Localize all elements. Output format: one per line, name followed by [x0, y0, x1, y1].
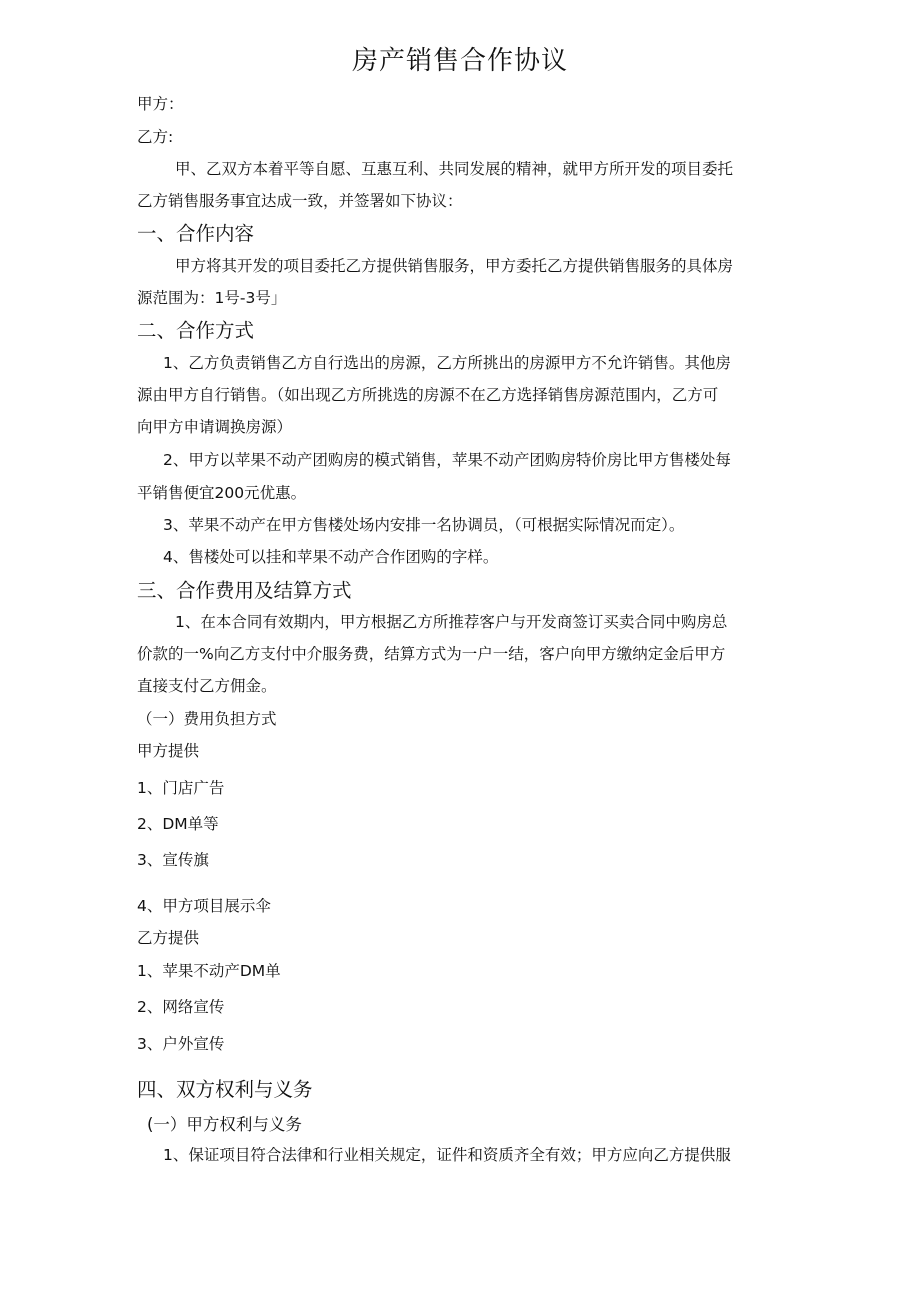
party-b-label: 乙方: [137, 128, 174, 146]
section-2-paragraph-line: 平销售便宜200元优惠。 [137, 484, 307, 502]
section-3-paragraph-line: 价款的一%向乙方支付中介服务费，结算方式为一户一结，客户向甲方缴纳定金后甲方 [137, 645, 726, 663]
list-item: 2、网络宣传 [137, 998, 225, 1016]
section-1-paragraph-line: 甲方将其开发的项目委托乙方提供销售服务，甲方委托乙方提供销售服务的具体房 [175, 257, 734, 275]
section-2-paragraph-line: 3、苹果不动产在甲方售楼处场内安排一名协调员，（可根据实际情况而定）。 [163, 516, 685, 534]
party-b-provides-label: 乙方提供 [137, 929, 200, 947]
list-item: 2、DM单等 [137, 815, 219, 833]
section-2-heading: 二、合作方式 [137, 319, 255, 342]
list-item: 3、户外宣传 [137, 1035, 225, 1053]
section-4-paragraph-line: 1、保证项目符合法律和行业相关规定，证件和资质齐全有效；甲方应向乙方提供服 [163, 1146, 731, 1164]
list-item: 3、宣传旗 [137, 851, 209, 869]
intro-line-1: 甲、乙双方本着平等自愿、互惠互利、共同发展的精神，就甲方所开发的项目委托 [175, 160, 734, 178]
section-2-paragraph-line: 2、甲方以苹果不动产团购房的模式销售，苹果不动产团购房特价房比甲方售楼处每 [163, 451, 731, 469]
section-1-paragraph-line: 源范围为：1号-3号」 [137, 289, 287, 307]
section-2-paragraph-line: 4、售楼处可以挂和苹果不动产合作团购的字样。 [163, 548, 499, 566]
section-2-paragraph-line: 1、乙方负责销售乙方自行选出的房源，乙方所挑出的房源甲方不允许销售。其他房 [163, 354, 731, 372]
section-4-subheading: (一）甲方权利与义务 [147, 1115, 302, 1134]
section-3-subheading: （一）费用负担方式 [137, 710, 277, 728]
section-2-paragraph-line: 向甲方申请调换房源） [137, 418, 293, 436]
list-item: 4、甲方项目展示伞 [137, 897, 271, 915]
list-item: 1、门店广告 [137, 779, 225, 797]
section-1-heading: 一、合作内容 [137, 222, 255, 245]
page-title: 房产销售合作协议 [351, 46, 568, 76]
section-3-heading: 三、合作费用及结算方式 [137, 579, 352, 602]
section-3-paragraph-line: 直接支付乙方佣金。 [137, 677, 277, 695]
party-a-provides-label: 甲方提供 [137, 742, 200, 760]
section-3-paragraph-line: 1、在本合同有效期内，甲方根据乙方所推荐客户与开发商签订买卖合同中购房总 [175, 613, 728, 631]
section-4-heading: 四、双方权利与义务 [137, 1078, 313, 1101]
section-2-paragraph-line: 源由甲方自行销售。（如出现乙方所挑选的房源不在乙方选择销售房源范围内，乙方可 [137, 386, 719, 404]
list-item: 1、苹果不动产DM单 [137, 962, 281, 980]
intro-line-2: 乙方销售服务事宜达成一致，并签署如下协议： [137, 192, 463, 210]
party-a-label: 甲方： [137, 95, 184, 113]
